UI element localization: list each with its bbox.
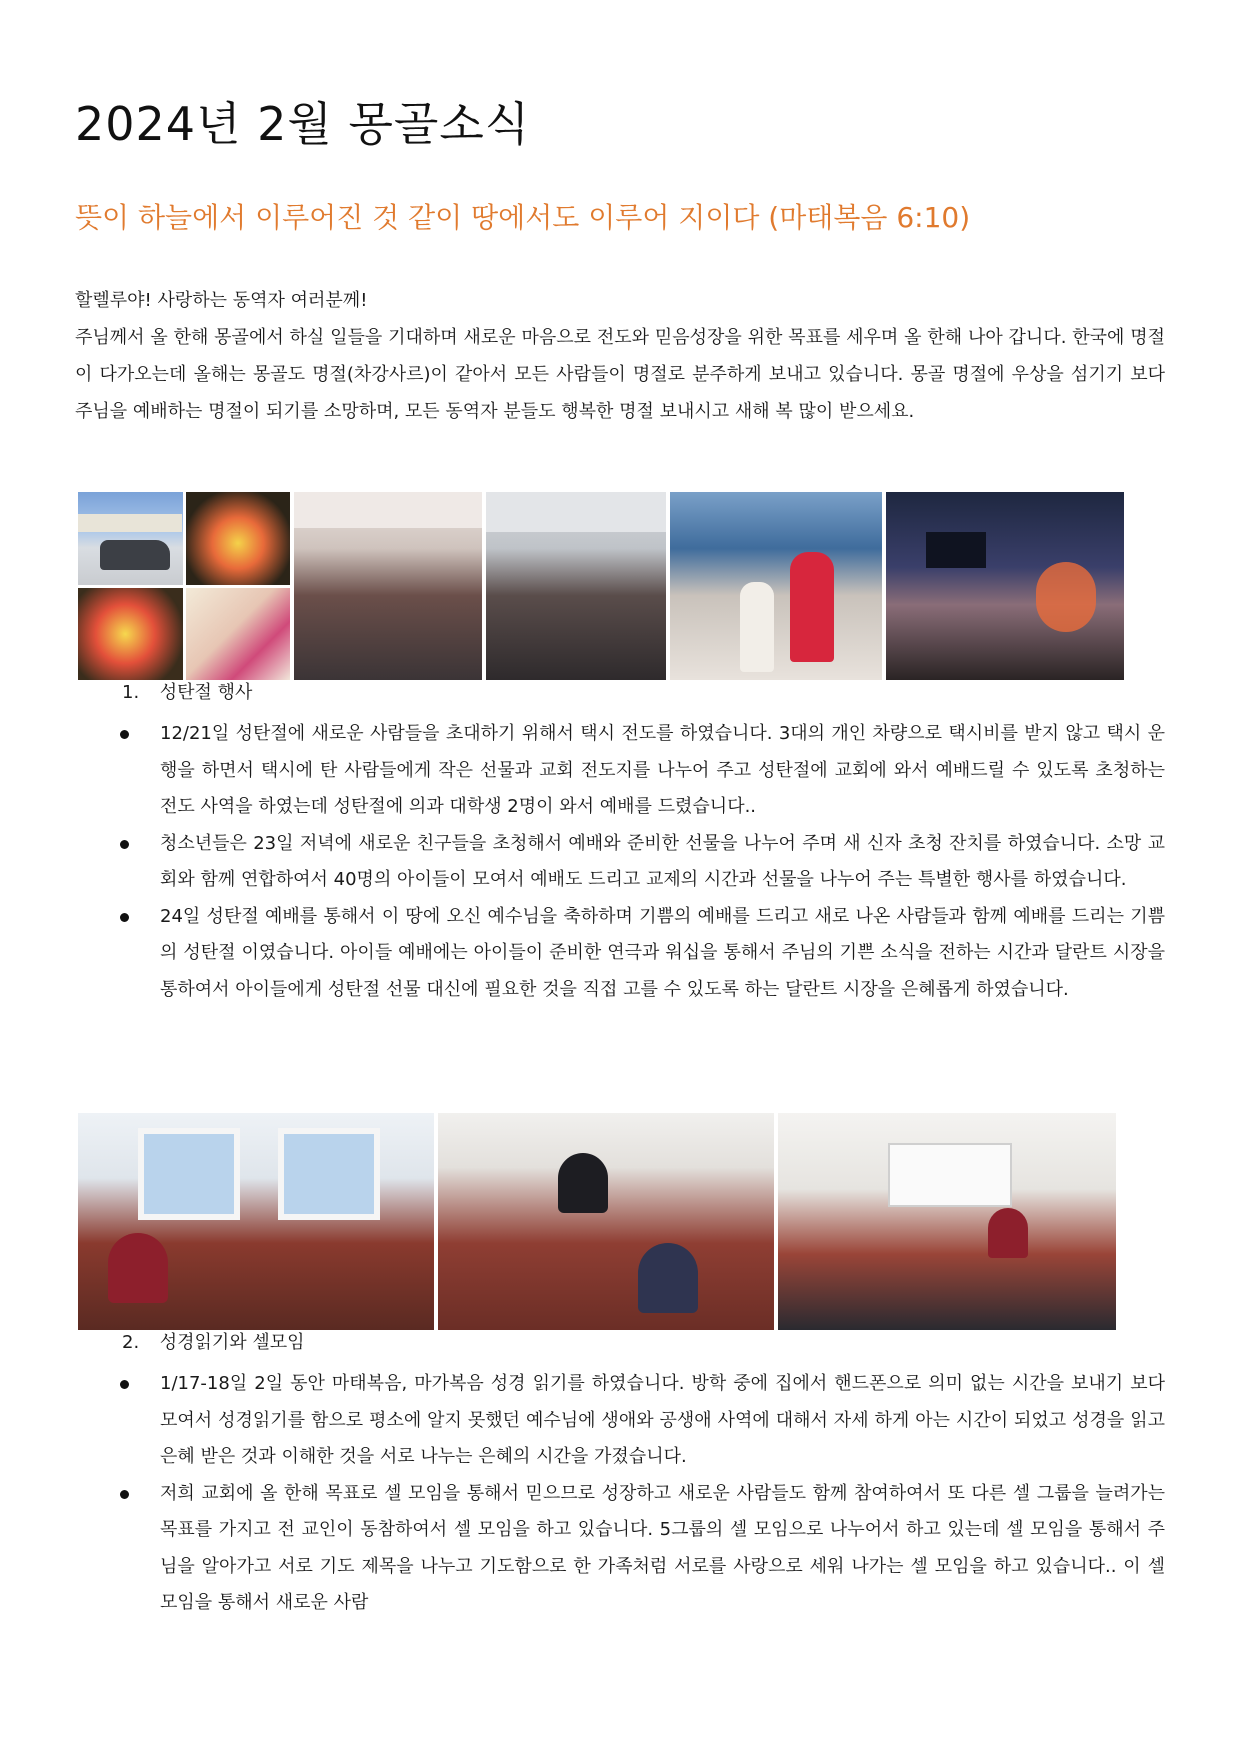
section-2-heading [122,1328,305,1354]
photo-youth-gathering [294,492,482,680]
list-item: 12/21일 성탄절에 새로운 사람들을 초대하기 위해서 택시 전도를 하였습니다. 3대의 개인 차량으로 택시비를 받지 않고 택시 운행을 하면서 택시에 탄 사람들에게 작은 선물과 교회 전도지를 나누어 주고 성탄절에 교회에 와서 예배드릴 수 있도록 초청하는 전도 사역을 하였는데 성탄절에 의과 대학생 2명이 와서 예배를 드렸습니다.. [118,716,1165,826]
section-2-list [118,1366,1165,1622]
bible-reading-photo-row [78,1113,1116,1330]
bible-verse-subtitle: 뜻이 하늘에서 이루어진 것 같이 땅에서도 이루어 지이다 (마태복음 6:10) [75,201,971,234]
section-1-number: 1. [122,682,140,703]
section-2-title: 성경읽기와 셀모임 [159,1332,305,1353]
list-item: 청소년들은 23일 저녁에 새로운 친구들을 초청해서 예배와 준비한 선물을 나누어 주며 새 신자 초청 잔치를 하였습니다. 소망 교회와 함께 연합하여서 40명의 아이들이 모여서 예배도 드리고 교제의 시간과 선물을 나누어 주는 특별한 행사를 하였습니다. [118,826,1165,899]
intro-greeting: 할렐루야! 사랑하는 동역자 여러분께! [75,290,368,311]
list-item: 1/17-18일 2일 동안 마태복음, 마가복음 성경 읽기를 하였습니다. 방학 중에 집에서 핸드폰으로 의미 없는 시간을 보내기 보다 모여서 성경읽기를 함으로 평소에 알지 못했던 예수님에 생애와 공생애 사역에 대해서 자세 하게 아는 시간이 되었고 성경을 읽고 은혜 받은 것과 이해한 것을 서로 나누는 은혜의 시간을 가졌습니다. [118,1366,1165,1476]
photo-family-with-gifts [670,492,882,680]
section-2-number: 2. [122,1332,140,1353]
photo-children-play-stage [886,492,1124,680]
photo-hand-with-gift [186,588,291,681]
section-1-title: 성탄절 행사 [159,682,253,703]
christmas-photo-row [78,492,1124,680]
photo-bible-reading-2 [438,1113,774,1330]
section-1-list [118,716,1165,1008]
photo-gift-bag-2 [78,588,183,681]
list-item: 24일 성탄절 예배를 통해서 이 땅에 오신 예수님을 축하하며 기쁨의 예배를 드리고 새로 나온 사람들과 함께 예배를 드리는 기쁨의 성탄절 이였습니다. 아이들 예배에는 아이들이 준비한 연극과 워십을 통해서 주님의 기쁜 소식을 전하는 시간과 달란트 시장을 통하여서 아이들에게 성탄절 선물 대신에 필요한 것을 직접 고를 수 있도록 하는 달란트 시장을 은혜롭게 하였습니다. [118,899,1165,1009]
taxi-evangelism-collage [78,492,290,680]
page-title: 2024년 2월 몽골소식 [75,97,531,151]
photo-bible-reading-3 [778,1113,1116,1330]
section-1-heading [122,678,252,704]
photo-car-in-snow [78,492,183,585]
intro-paragraph [75,282,1165,430]
photo-group-with-gifts [486,492,666,680]
photo-bible-reading-1 [78,1113,434,1330]
intro-body: 주님께서 올 한해 몽골에서 하실 일들을 기대하며 새로운 마음으로 전도와 믿음성장을 위한 목표를 세우며 올 한해 나아 갑니다. 한국에 명절이 다가오는데 올해는 몽골도 명절(차강사르)이 같아서 모든 사람들이 명절로 분주하게 보내고 있습니다. 몽골 명절에 우상을 섬기기 보다 주님을 예배하는 명절이 되기를 소망하며, 모든 동역자 분들도 행복한 명절 보내시고 새해 복 많이 받으세요. [75,327,1165,422]
list-item: 저희 교회에 올 한해 목표로 셀 모임을 통해서 믿으므로 성장하고 새로운 사람들도 함께 참여하여서 또 다른 셀 그룹을 늘려가는 목표를 가지고 전 교인이 동참하여서 셀 모임을 하고 있습니다. 5그룹의 셀 모임으로 나누어서 하고 있는데 셀 모임을 통해서 주님을 알아가고 서로 기도 제목을 나누고 기도함으로 한 가족처럼 서로를 사랑으로 세워 나가는 셀 모임을 하고 있습니다.. 이 셀 모임을 통해서 새로운 사람 [118,1476,1165,1622]
photo-gift-bag-1 [186,492,291,585]
